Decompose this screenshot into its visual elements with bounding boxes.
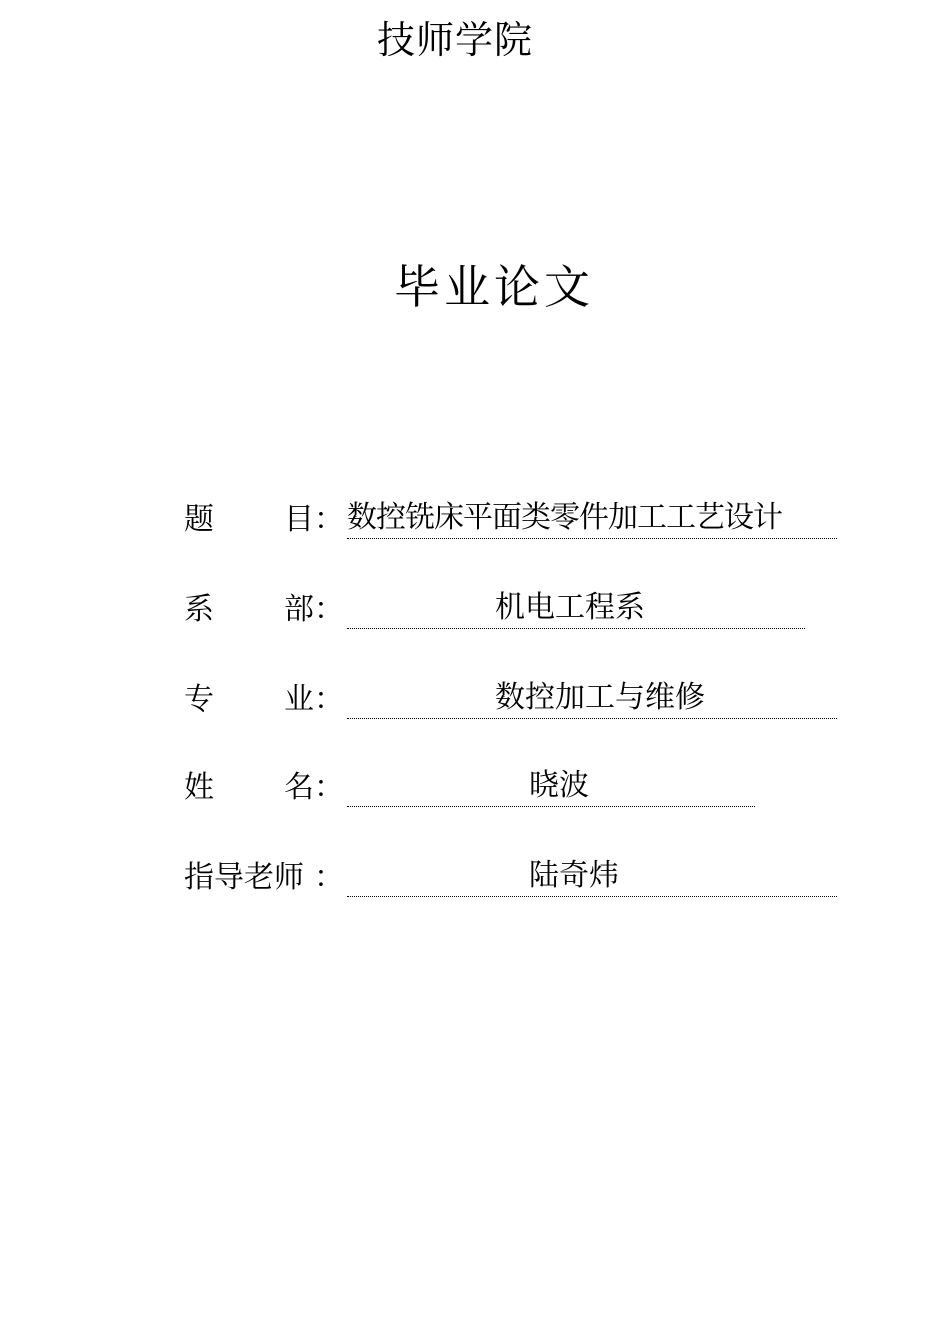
- advisor-label: 指导老师: [184, 860, 304, 895]
- department-label-char-1: 系: [184, 592, 214, 627]
- name-colon: ：: [314, 770, 344, 805]
- advisor-underline: [347, 858, 837, 897]
- department-colon: ：: [314, 592, 344, 627]
- school-name: 技师学院: [376, 18, 533, 62]
- name-value: 晓波: [529, 768, 589, 803]
- topic-colon: ：: [314, 502, 344, 537]
- topic-label-char-1: 题: [184, 502, 214, 537]
- department-underline: [347, 590, 805, 629]
- major-underline: [347, 680, 837, 719]
- document-title: 毕业论文: [394, 260, 594, 314]
- major-label-char-1: 专: [184, 682, 214, 717]
- topic-value: 数控铣床平面类零件加工工艺设计: [347, 500, 782, 535]
- advisor-value: 陆奇炜: [529, 858, 619, 893]
- name-label-char-2: 名: [284, 770, 314, 805]
- major-value: 数控加工与维修: [495, 680, 705, 715]
- major-colon: ：: [314, 682, 344, 717]
- major-label-char-2: 业: [284, 682, 314, 717]
- advisor-colon: ：: [314, 860, 344, 895]
- name-label-char-1: 姓: [184, 770, 214, 805]
- name-underline: [347, 768, 755, 807]
- topic-underline: [347, 500, 837, 539]
- topic-label-char-2: 目: [284, 502, 314, 537]
- department-label-char-2: 部: [284, 592, 314, 627]
- department-value: 机电工程系: [495, 590, 645, 625]
